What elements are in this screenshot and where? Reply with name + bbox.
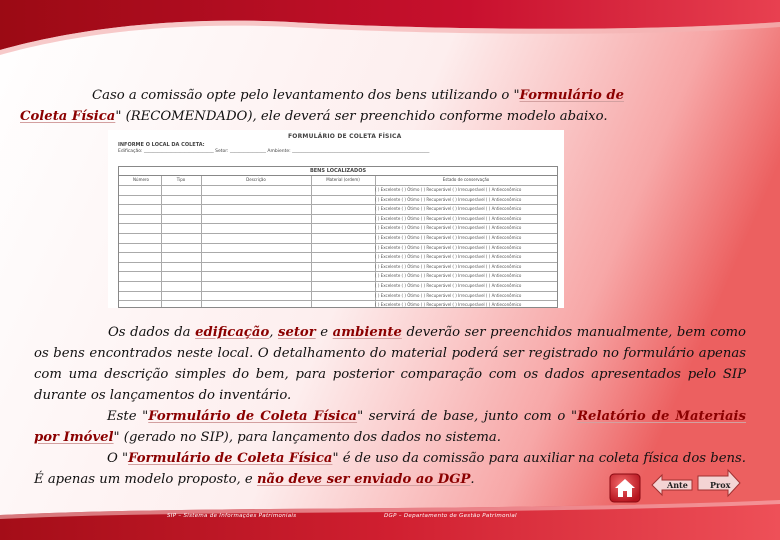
form-row-options: ( ) Excelente ( ) Ótimo ( ) Recuperável ( ) Irrecuperável ( ) Antieconômico [375, 187, 522, 192]
form-row-options: ( ) Excelente ( ) Ótimo ( ) Recuperável ( ) Irrecuperável ( ) Antieconômico [375, 215, 522, 221]
paragraph-form-usage: O "Formulário de Coleta Física" é de uso da comissão para auxiliar na coleta física dos bens. É apenas um modelo proposto, e não deve ser enviado ao DGP. [34, 451, 746, 487]
intro-paragraph: Caso a comissão opte pelo levantamento dos bens utilizando o "Formulário de Coleta Física" (RECOMENDADO), ele deverá ser preenchido conforme modelo abaixo. [20, 88, 624, 124]
form-row-options: ( ) Excelente ( ) Ótimo ( ) Recuperável ( ) Irrecuperável ( ) Antieconômico [375, 235, 522, 240]
form-col-divider [161, 176, 162, 307]
previous-button[interactable] [650, 473, 694, 497]
form-col-header: Número [133, 177, 149, 182]
ambiente-highlight: ambiente [332, 325, 402, 340]
form-col-header: Estado de conservação [442, 177, 490, 182]
form-row-options: ( ) Excelente ( ) Ótimo ( ) Recuperável ( ) Irrecuperável ( ) Antieconômico [375, 225, 522, 231]
form-row-options: ( ) Excelente ( ) Ótimo ( ) Recuperável ( ) Irrecuperável ( ) Antieconômico [375, 283, 522, 288]
form-table [118, 166, 558, 308]
setor-highlight: setor [278, 325, 316, 340]
form-col-header: Tipo [176, 177, 186, 182]
form-row-line [119, 271, 557, 272]
form-name-highlight: Formulário de Coleta Física [128, 451, 333, 466]
paragraph-form-base: Este "Formulário de Coleta Física" servirá de base, junto com o "Relatório de Materiais por Imóvel" (gerado no SIP), para lançamento dos dados no sistema. [34, 409, 746, 445]
form-row-line [119, 195, 557, 196]
home-button[interactable] [609, 473, 641, 503]
form-row-options: ( ) Excelente ( ) Ótimo ( ) Recuperável ( ) Irrecuperável ( ) Antieconômico [375, 206, 522, 212]
form-title: FORMULÁRIO DE COLETA FÍSICA [288, 133, 402, 140]
form-row-options: ( ) Excelente ( ) Ótimo ( ) Recuperável ( ) Irrecuperável ( ) Antieconômico [375, 254, 522, 260]
form-row-options: ( ) Excelente ( ) Ótimo ( ) Recuperável ( ) Irrecuperável ( ) Antieconômico [375, 263, 522, 269]
body-paragraphs [34, 322, 746, 490]
warning-highlight: não deve ser enviado ao DGP [256, 472, 471, 487]
form-row-options: ( ) Excelente ( ) Ótimo ( ) Recuperável ( ) Irrecuperável ( ) Antieconômico [375, 244, 522, 250]
form-row-options: ( ) Excelente ( ) Ótimo ( ) Recuperável ( ) Irrecuperável ( ) Antieconômico [375, 196, 522, 202]
report-name-highlight: Relatório de Materiais por Imóvel [34, 409, 746, 445]
form-row-line [119, 252, 557, 253]
form-row-line [119, 214, 557, 215]
form-fields: Edificação: _______________________________ Setor: ________________ Ambiente: _____________________________________________________________ [118, 149, 430, 154]
form-row-line [119, 233, 557, 234]
footer-right: DGP – Departamento de Gestão Patrimonial [384, 513, 517, 519]
next-button[interactable] [696, 468, 742, 498]
form-col-header: Material (ordem) [326, 177, 360, 182]
form-row-line [119, 291, 557, 292]
form-row-line [119, 185, 557, 186]
form-row-line [119, 281, 557, 282]
paragraph-data-fields: Os dados da edificação, setor e ambiente deverão ser preenchidos manualmente, bem como os bens encontrados neste local. O detalhamento do material poderá ser registrado no formulário apenas com uma descrição simples do bem, para posterior comparação com os dados apresentados pelo SIP durante os lançamentos do inventário. [34, 325, 746, 403]
form-row-line [119, 204, 557, 205]
form-name-highlight: Formulário de Coleta Física [148, 409, 358, 424]
edificacao-highlight: edificação [195, 325, 270, 340]
form-row-options: ( ) Excelente ( ) Ótimo ( ) Recuperável ( ) Irrecuperável ( ) Antieconômico [375, 273, 522, 279]
form-col-header: Descrição [246, 177, 266, 182]
form-row-line [119, 262, 557, 263]
form-table-title: BENS LOCALIZADOS [119, 167, 557, 176]
previous-label: Ante [667, 480, 688, 490]
form-name-highlight: Formulário de Coleta Física [20, 88, 624, 124]
form-col-divider [201, 176, 202, 307]
form-row-line [119, 300, 557, 301]
next-label: Prox [710, 480, 731, 490]
form-subtitle: INFORME O LOCAL DA COLETA: [118, 142, 205, 148]
form-row-options: ( ) Excelente ( ) Ótimo ( ) Recuperável ( ) Irrecuperável ( ) Antieconômico [375, 302, 522, 308]
form-row-line [119, 223, 557, 224]
form-col-divider [311, 176, 312, 307]
form-preview-image [108, 130, 564, 308]
home-icon [609, 473, 641, 503]
form-row-line [119, 243, 557, 244]
footer-left: SIP – Sistema de Informações Patrimoniais [167, 513, 297, 519]
form-row-options: ( ) Excelente ( ) Ótimo ( ) Recuperável ( ) Irrecuperável ( ) Antieconômico [375, 292, 522, 298]
